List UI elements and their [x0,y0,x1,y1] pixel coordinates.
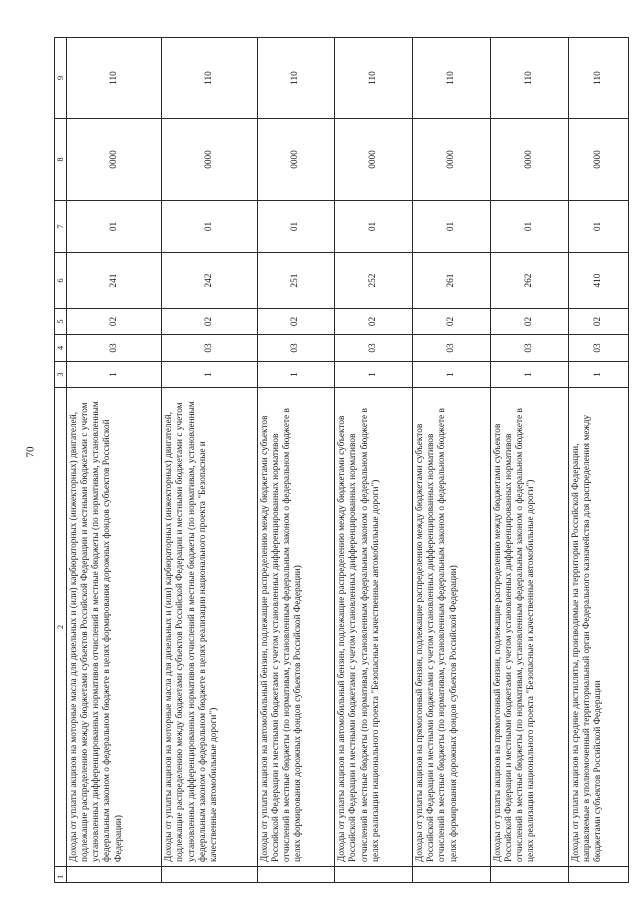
code-cell: 0000 [162,119,257,201]
code-cell: 02 [568,309,628,335]
code-cell: 0000 [67,119,162,201]
code-cell: 252 [335,253,413,309]
code-cell: 110 [490,38,568,119]
code-cell: 110 [568,38,628,119]
table-row [257,38,335,883]
code-cell: 1 [162,362,257,388]
code-cell: 01 [490,201,568,253]
empty-cell [162,867,257,883]
code-cell: 0000 [413,119,491,201]
header-cell: 8 [55,119,67,201]
empty-cell [335,867,413,883]
code-cell: 0000 [335,119,413,201]
code-cell: 110 [335,38,413,119]
code-cell: 01 [413,201,491,253]
code-cell: 241 [67,253,162,309]
income-description: Доходы от уплаты акцизов на моторные масла для дизельных и (или) карбюраторных (инжекторных) двигателей, подлежащие распределению между бюджетами субъектов Российской Федерации и местными бюджетами с учетом установленных дифференцированных нормативов отчислений в местные бюджеты (по нормативам, установленным федеральным законом о федеральном бюджете в целях формирования дорожных фондов субъектов Российской Федерации) [67,388,162,867]
income-description: Доходы от уплаты акцизов на прямогонный бензин, подлежащие распределению между бюджетами субъектов Российской Федерации и местными бюджетами с учетом установленных дифференцированных нормативов отчислений в местные бюджеты (по нормативам, установленным федеральным законом о федеральном бюджете в целях реализации национального проекта "Безопасные и качественные автомобильные дороги") [490,388,568,867]
header-cell: 9 [55,38,67,119]
code-cell: 261 [413,253,491,309]
table-row [490,38,568,883]
code-cell: 02 [335,309,413,335]
code-cell: 0000 [568,119,628,201]
code-cell: 1 [490,362,568,388]
code-cell: 262 [490,253,568,309]
code-cell: 1 [335,362,413,388]
code-cell: 0000 [490,119,568,201]
header-cell: 1 [55,867,67,883]
empty-cell [67,867,162,883]
code-cell: 02 [413,309,491,335]
header-cell: 2 [55,388,67,867]
table-row [67,38,162,883]
code-cell: 03 [162,335,257,362]
code-cell: 0000 [257,119,335,201]
code-cell: 1 [67,362,162,388]
code-cell: 01 [162,201,257,253]
income-description: Доходы от уплаты акцизов на средние дистилляты, производимые на территории Российской Федерации, направляемые в уполномоченный территориальный орган Федерального казначейства для распределения между бюджетами субъектов Российской Федерации [568,388,628,867]
rotated-page [54,38,629,883]
income-description: Доходы от уплаты акцизов на прямогонный бензин, подлежащие распределению между бюджетами субъектов Российской Федерации и местными бюджетами с учетом установленных дифференцированных нормативов отчислений в местные бюджеты (по нормативам, установленным федеральным законом о федеральном бюджете в целях формирования дорожных фондов субъектов Российской Федерации) [413,388,491,867]
code-cell: 02 [162,309,257,335]
code-cell: 110 [413,38,491,119]
code-cell: 110 [67,38,162,119]
income-description: Доходы от уплаты акцизов на автомобильный бензин, подлежащие распределению между бюджетами субъектов Российской Федерации и местными бюджетами с учетом установленных дифференцированных нормативов отчислений в местные бюджеты (по нормативам, установленным федеральным законом о федеральном бюджете в целях реализации национального проекта "Безопасные и качественные автомобильные дороги") [335,388,413,867]
code-cell: 410 [568,253,628,309]
table-row [335,38,413,883]
header-row [55,38,67,883]
code-cell: 251 [257,253,335,309]
table-row [162,38,257,883]
header-cell: 4 [55,335,67,362]
code-cell: 242 [162,253,257,309]
empty-cell [568,867,628,883]
code-cell: 1 [568,362,628,388]
code-cell: 01 [257,201,335,253]
code-cell: 02 [67,309,162,335]
table-row [413,38,491,883]
code-cell: 110 [162,38,257,119]
table-row [568,38,628,883]
code-cell: 03 [335,335,413,362]
code-cell: 03 [67,335,162,362]
code-cell: 01 [67,201,162,253]
page-number: 70 [24,446,37,458]
code-cell: 03 [257,335,335,362]
code-cell: 03 [490,335,568,362]
code-cell: 01 [568,201,628,253]
code-cell: 01 [335,201,413,253]
empty-cell [413,867,491,883]
code-cell: 110 [257,38,335,119]
code-cell: 1 [257,362,335,388]
income-description: Доходы от уплаты акцизов на моторные масла для дизельных и (или) карбюраторных (инжекторных) двигателей, подлежащие распределению между бюджетами субъектов Российской Федерации и местными бюджетами с учетом установленных дифференцированных нормативов отчислений в местные бюджеты (по нормативам, установленным федеральным законом о федеральном бюджете в целях реализации национального проекта "Безопасные и качественные автомобильные дороги") [162,388,257,867]
code-cell: 02 [257,309,335,335]
code-cell: 03 [413,335,491,362]
empty-cell [257,867,335,883]
header-cell: 3 [55,362,67,388]
header-cell: 6 [55,253,67,309]
header-cell: 5 [55,309,67,335]
income-description: Доходы от уплаты акцизов на автомобильный бензин, подлежащие распределению между бюджетами субъектов Российской Федерации и местными бюджетами с учетом установленных дифференцированных нормативов отчислений в местные бюджеты (по нормативам, установленным федеральным законом о федеральном бюджете в целях формирования дорожных фондов субъектов Российской Федерации) [257,388,335,867]
empty-cell [490,867,568,883]
header-cell: 7 [55,201,67,253]
code-cell: 1 [413,362,491,388]
code-cell: 02 [490,309,568,335]
code-cell: 03 [568,335,628,362]
income-codes-table [54,37,629,883]
